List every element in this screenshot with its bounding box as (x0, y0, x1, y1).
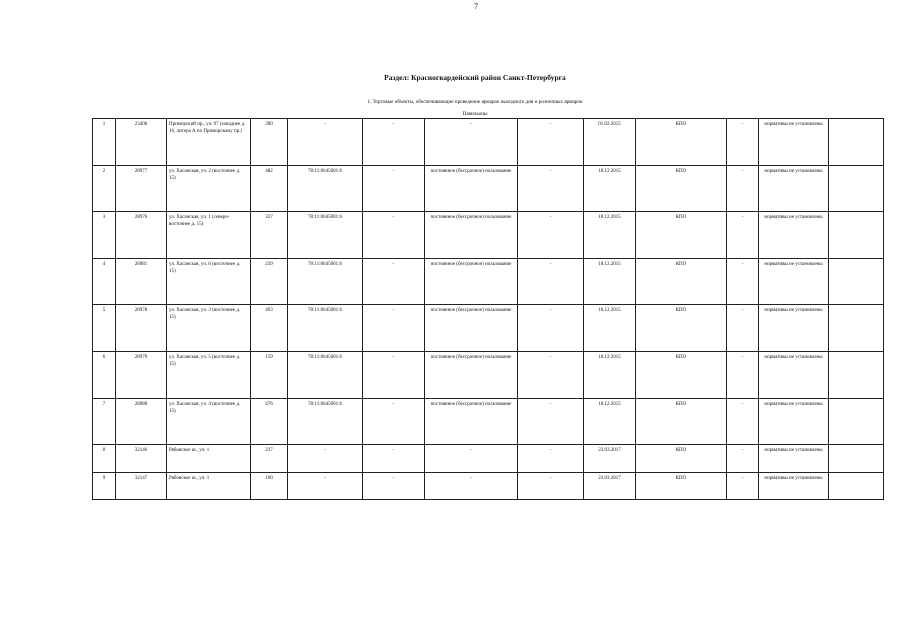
cell-col11: - (727, 119, 759, 166)
cell-col11: - (727, 212, 759, 259)
section-title: Раздел: Красногвардейский район Санкт-Петербурга (384, 73, 566, 82)
cell-id: 28979 (116, 351, 167, 398)
cell-col8: - (518, 398, 584, 445)
objects-table (92, 118, 884, 500)
cell-col11: - (727, 398, 759, 445)
cell-cadastral-number: 78:11:0645001:6 (288, 398, 363, 445)
cell-id: 28981 (116, 258, 167, 305)
cell-right-type: постоянное (бессрочное) пользование (425, 351, 518, 398)
cell-col6: - (363, 472, 425, 499)
cell-address: ул. Хасанская, уч. 5 (восточнее д. 15) (167, 351, 251, 398)
cell-col11: - (727, 305, 759, 352)
cell-number: 9 (93, 472, 116, 499)
cell-address: ул. Хасанская, уч. 1 (северо-восточнее д. 15) (167, 212, 251, 259)
cell-right-type: постоянное (бессрочное) пользование (425, 212, 518, 259)
cell-address: Приморский пр., уч. 97 (западнее д. 16, литера А по Приморскому пр.) (167, 119, 251, 166)
table-row (93, 445, 884, 472)
cell-number: 1 (93, 119, 116, 166)
cell-id: 32146 (116, 445, 167, 472)
table-row (93, 165, 884, 212)
cell-area: 239 (251, 258, 288, 305)
cell-number: 7 (93, 398, 116, 445)
cell-number: 5 (93, 305, 116, 352)
cell-col6: - (363, 212, 425, 259)
cell-col8: - (518, 305, 584, 352)
table-row (93, 258, 884, 305)
cell-col11: - (727, 258, 759, 305)
cell-date: 01.02.2015 (584, 119, 636, 166)
cell-col6: - (363, 258, 425, 305)
table-row (93, 398, 884, 445)
cell-address: Рябовское ш., уч. 1 (167, 472, 251, 499)
cell-area: 327 (251, 212, 288, 259)
cell-id: 28977 (116, 165, 167, 212)
cell-col13 (829, 472, 884, 499)
cell-cadastral-number: 78:11:0645001:6 (288, 165, 363, 212)
cell-address: ул. Хасанская, уч. 3 (восточнее д. 15) (167, 305, 251, 352)
cell-col13 (829, 165, 884, 212)
table-row (93, 212, 884, 259)
cell-address: ул. Хасанская, уч. 6 (восточнее д. 15) (167, 258, 251, 305)
cell-col13 (829, 351, 884, 398)
cell-col6: - (363, 351, 425, 398)
cell-object-type: КПО (636, 472, 727, 499)
cell-col13 (829, 445, 884, 472)
cell-col6: - (363, 398, 425, 445)
table-row (93, 305, 884, 352)
cell-col11: - (727, 165, 759, 212)
cell-col8: - (518, 212, 584, 259)
cell-col6: - (363, 119, 425, 166)
cell-id: 32147 (116, 472, 167, 499)
cell-norms: нормативы не установлены (759, 258, 829, 305)
cell-date: 23.03.2017 (584, 445, 636, 472)
cell-cadastral-number: 78:11:0645001:6 (288, 212, 363, 259)
cell-col13 (829, 258, 884, 305)
cell-object-type: КПО (636, 305, 727, 352)
cell-object-type: КПО (636, 258, 727, 305)
cell-cadastral-number: - (288, 472, 363, 499)
cell-date: 18.12.2015 (584, 305, 636, 352)
cell-col6: - (363, 305, 425, 352)
cell-area: 100 (251, 472, 288, 499)
cell-object-type: КПО (636, 445, 727, 472)
cell-date: 18.12.2015 (584, 351, 636, 398)
cell-id: 28978 (116, 305, 167, 352)
cell-right-type: постоянное (бессрочное) пользование (425, 165, 518, 212)
cell-norms: нормативы не установлены (759, 119, 829, 166)
cell-col8: - (518, 258, 584, 305)
cell-number: 2 (93, 165, 116, 212)
cell-cadastral-number: 78:11:0645001:6 (288, 351, 363, 398)
cell-id: 28980 (116, 398, 167, 445)
cell-cadastral-number: - (288, 119, 363, 166)
cell-col11: - (727, 445, 759, 472)
cell-col6: - (363, 165, 425, 212)
cell-col6: - (363, 445, 425, 472)
cell-col8: - (518, 445, 584, 472)
cell-norms: нормативы не установлены (759, 165, 829, 212)
cell-object-type: КПО (636, 119, 727, 166)
cell-area: 237 (251, 445, 288, 472)
cell-right-type: постоянное (бессрочное) пользование (425, 305, 518, 352)
cell-cadastral-number: - (288, 445, 363, 472)
cell-right-type: - (425, 445, 518, 472)
subtitle: 1. Торговые объекты, обеспечивающие проведение ярмарок выходного дня и розничных ярмарок (367, 99, 583, 105)
cell-col8: - (518, 472, 584, 499)
cell-object-type: КПО (636, 212, 727, 259)
cell-address: ул. Хасанская, уч. 4 (восточнее д. 15) (167, 398, 251, 445)
cell-col13 (829, 305, 884, 352)
cell-address: Рябовское ш., уч. 1 (167, 445, 251, 472)
cell-object-type: КПО (636, 351, 727, 398)
cell-col8: - (518, 119, 584, 166)
cell-norms: нормативы не установлены (759, 472, 829, 499)
table-row (93, 472, 884, 499)
cell-number: 8 (93, 445, 116, 472)
cell-area: 476 (251, 398, 288, 445)
cell-norms: нормативы не установлены (759, 305, 829, 352)
cell-number: 4 (93, 258, 116, 305)
table-row (93, 119, 884, 166)
cell-date: 18.12.2015 (584, 398, 636, 445)
cell-area: 482 (251, 165, 288, 212)
cell-object-type: КПО (636, 165, 727, 212)
cell-col11: - (727, 472, 759, 499)
cell-col11: - (727, 351, 759, 398)
cell-col8: - (518, 351, 584, 398)
table-caption: Павильоны (462, 111, 488, 117)
cell-address: ул. Хасанская, уч. 2 (восточнее д. 15) (167, 165, 251, 212)
cell-right-type: - (425, 119, 518, 166)
cell-id: 28976 (116, 212, 167, 259)
cell-number: 3 (93, 212, 116, 259)
page-number: 7 (474, 2, 478, 11)
cell-right-type: постоянное (бессрочное) пользование (425, 398, 518, 445)
cell-number: 6 (93, 351, 116, 398)
cell-area: 300 (251, 119, 288, 166)
table-row (93, 351, 884, 398)
cell-id: 23406 (116, 119, 167, 166)
cell-date: 23.03.2017 (584, 472, 636, 499)
cell-col13 (829, 398, 884, 445)
cell-norms: нормативы не установлены (759, 212, 829, 259)
cell-object-type: КПО (636, 398, 727, 445)
cell-date: 18.12.2015 (584, 165, 636, 212)
cell-cadastral-number: 78:11:0645001:6 (288, 258, 363, 305)
cell-norms: нормативы не установлены (759, 445, 829, 472)
cell-right-type: постоянное (бессрочное) пользование (425, 258, 518, 305)
cell-col13 (829, 119, 884, 166)
cell-right-type: - (425, 472, 518, 499)
cell-area: 493 (251, 305, 288, 352)
cell-cadastral-number: 78:11:0645001:6 (288, 305, 363, 352)
cell-date: 18.12.2015 (584, 258, 636, 305)
cell-norms: нормативы не установлены (759, 351, 829, 398)
cell-col13 (829, 212, 884, 259)
cell-date: 18.12.2015 (584, 212, 636, 259)
cell-area: 159 (251, 351, 288, 398)
cell-norms: нормативы не установлены (759, 398, 829, 445)
cell-col8: - (518, 165, 584, 212)
